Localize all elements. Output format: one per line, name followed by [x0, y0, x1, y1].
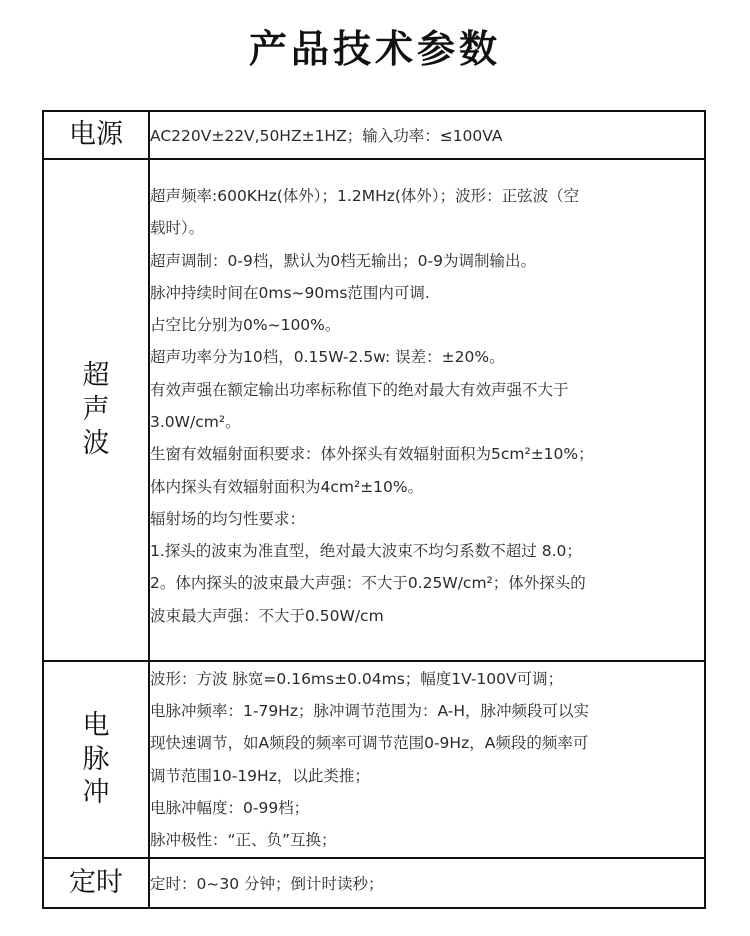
table-row-timer	[43, 858, 705, 908]
pulse-line: 脉冲极性：“正、负”互换；	[150, 831, 337, 850]
ultrasound-line: 波束最大声强：不大于0.50W/cm	[150, 606, 384, 625]
value-power: AC220V±22V,50HZ±1HZ；输入功率：≤100VA	[149, 111, 705, 159]
ultrasound-line: 2。体内探头的波束最大声强：不大于0.25W/cm²；体外探头的	[150, 574, 586, 593]
value-timer: 定时：0~30 分钟；倒计时读秒；	[149, 858, 705, 908]
label-pulse-cell	[43, 661, 149, 858]
ultrasound-line: 辐射场的均匀性要求：	[150, 509, 306, 528]
page-title: 产品技术参数	[248, 27, 501, 71]
pulse-line: 调节范围10-19Hz，以此类推；	[150, 766, 370, 785]
label-pulse: 电脉冲	[82, 709, 110, 809]
ultrasound-line: 载时）。	[150, 219, 205, 238]
label-ultrasound-cell	[43, 159, 149, 661]
ultrasound-lines	[150, 164, 704, 656]
ultrasound-line: 占空比分别为0%~100%。	[150, 316, 341, 335]
ultrasound-line: 3.0W/cm²。	[150, 413, 241, 431]
pulse-line: 现快速调节，如A频段的频率可调节范围0-9Hz，A频段的频率可	[150, 734, 589, 753]
pulse-lines	[150, 663, 704, 857]
pulse-line: 电脉冲频率：1-79Hz；脉冲调节范围为：A-H，脉冲频段可以实	[150, 701, 589, 720]
ultrasound-line: 超声功率分为10档，0.15W-2.5w: 误差：±20%。	[150, 348, 505, 367]
spec-table	[42, 110, 706, 909]
ultrasound-line: 体内探头有效辐射面积为4cm²±10%。	[150, 477, 424, 496]
ultrasound-line: 脉冲持续时间在0ms~90ms范围内可调.	[150, 283, 430, 302]
ultrasound-line: 1.探头的波束为准直型，绝对最大波束不均匀系数不超过 8.0；	[150, 542, 582, 561]
table-row-pulse	[43, 661, 705, 858]
label-power: 电源	[43, 111, 149, 159]
pulse-line: 电脉冲幅度：0-99档；	[150, 798, 310, 817]
value-pulse	[149, 661, 705, 858]
ultrasound-line: 有效声强在额定输出功率标称值下的绝对最大有效声强不大于	[150, 380, 569, 399]
label-timer: 定时	[43, 858, 149, 908]
table-row-power	[43, 111, 705, 159]
ultrasound-line: 超声调制：0-9档，默认为0档无输出；0-9为调制输出。	[150, 251, 536, 270]
ultrasound-line: 生窗有效辐射面积要求：体外探头有效辐射面积为5cm²±10%；	[150, 445, 594, 464]
value-ultrasound	[149, 159, 705, 661]
label-ultrasound: 超声波	[82, 360, 110, 459]
table-row-ultrasound	[43, 159, 705, 661]
pulse-line: 波形：方波 脉宽=0.16ms±0.04ms；幅度1V-100V可调；	[150, 669, 564, 688]
ultrasound-line: 超声频率:600KHz(体外）；1.2MHz(体外）；波形：正弦波（空	[150, 186, 580, 205]
